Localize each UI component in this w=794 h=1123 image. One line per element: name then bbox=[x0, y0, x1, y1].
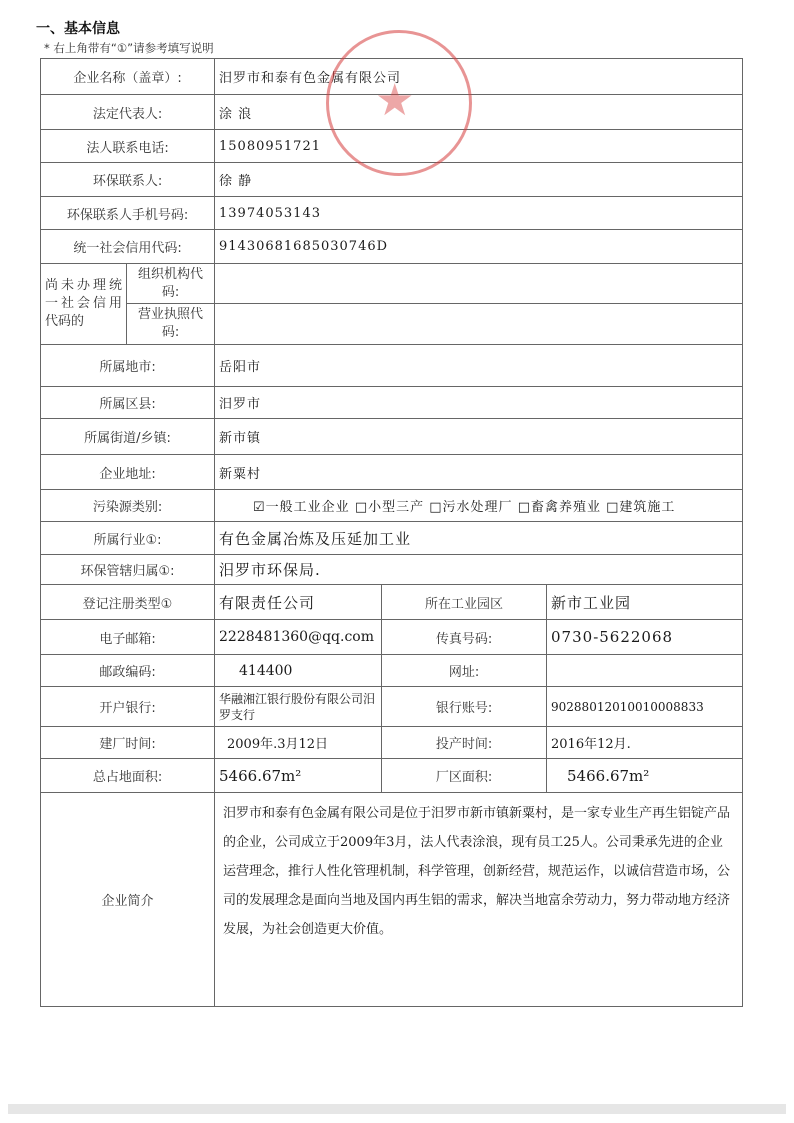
option-sewage-plant[interactable]: □污水处理厂 bbox=[429, 500, 513, 515]
credit-code-value[interactable]: 91430681685030746D bbox=[215, 230, 743, 264]
option-livestock[interactable]: □畜禽养殖业 bbox=[517, 500, 601, 515]
env-contact-value[interactable]: 徐 静 bbox=[215, 163, 743, 197]
city-value[interactable]: 岳阳市 bbox=[215, 345, 743, 387]
town-label: 所属街道/乡镇: bbox=[41, 419, 215, 455]
account-value[interactable]: 90288012010010008833 bbox=[547, 687, 743, 727]
intro-value[interactable]: 汨罗市和泰有色金属有限公司是位于汨罗市新市镇新粟村，是一家专业生产再生铝锭产品的企业，公司成立于2009年3月，法人代表涂浪，现有员工25人。公司秉承先进的企业运营理念，推行人性化管理机制，科学管理，创新经营，规范运作，以诚信营造市场，公司的发展理念是面向当地及国内再生铝的需求，解决当地富余劳动力，努力带动地方经济发展，为社会创造更大价值。 bbox=[215, 793, 743, 1007]
option-small-tertiary[interactable]: □小型三产 bbox=[354, 500, 425, 515]
website-label: 网址: bbox=[382, 655, 547, 687]
page-bottom-bar bbox=[8, 1104, 786, 1114]
license-code-value[interactable] bbox=[215, 304, 743, 345]
city-label: 所属地市: bbox=[41, 345, 215, 387]
reg-type-label: 登记注册类型① bbox=[41, 585, 215, 620]
park-value[interactable]: 新市工业园 bbox=[547, 585, 743, 620]
industry-label: 所属行业①: bbox=[41, 522, 215, 555]
env-contact-label: 环保联系人: bbox=[41, 163, 215, 197]
legal-phone-value[interactable]: 15080951721 bbox=[215, 130, 743, 163]
env-contact-phone-value[interactable]: 13974053143 bbox=[215, 197, 743, 230]
address-label: 企业地址: bbox=[41, 455, 215, 490]
env-authority-value[interactable]: 汨罗市环保局. bbox=[215, 555, 743, 585]
county-label: 所属区县: bbox=[41, 387, 215, 419]
legal-rep-label: 法定代表人: bbox=[41, 95, 215, 130]
fax-label: 传真号码: bbox=[382, 620, 547, 655]
company-name-label: 企业名称（盖章）: bbox=[41, 59, 215, 95]
op-time-value[interactable]: 2016年12月. bbox=[547, 727, 743, 759]
bank-value[interactable]: 华融湘江银行股份有限公司汨罗支行 bbox=[215, 687, 382, 727]
legal-rep-value[interactable]: 涂 浪 bbox=[215, 95, 743, 130]
total-area-value[interactable]: 5466.67m² bbox=[215, 759, 382, 793]
credit-code-label: 统一社会信用代码: bbox=[41, 230, 215, 264]
pollution-type-options bbox=[215, 490, 743, 522]
instruction-note: * 右上角带有“①”请参考填写说明 bbox=[44, 41, 214, 55]
op-time-label: 投产时间: bbox=[382, 727, 547, 759]
town-value[interactable]: 新市镇 bbox=[215, 419, 743, 455]
option-construction[interactable]: □建筑施工 bbox=[606, 500, 676, 515]
pollution-type-label: 污染源类别: bbox=[41, 490, 215, 522]
build-time-label: 建厂时间: bbox=[41, 727, 215, 759]
reg-type-value[interactable]: 有限责任公司 bbox=[215, 585, 382, 620]
basic-info-table bbox=[40, 58, 743, 1007]
bank-label: 开户银行: bbox=[41, 687, 215, 727]
account-label: 银行账号: bbox=[382, 687, 547, 727]
county-value[interactable]: 汨罗市 bbox=[215, 387, 743, 419]
postcode-value[interactable]: 414400 bbox=[215, 655, 382, 687]
website-value[interactable] bbox=[547, 655, 743, 687]
build-time-value[interactable]: 2009年.3月12日 bbox=[215, 727, 382, 759]
org-code-label: 组织机构代码: bbox=[127, 264, 215, 304]
env-authority-label: 环保管辖归属①: bbox=[41, 555, 215, 585]
option-general-industry[interactable]: ☑一般工业企业 bbox=[253, 500, 350, 515]
plant-area-label: 厂区面积: bbox=[382, 759, 547, 793]
legal-phone-label: 法人联系电话: bbox=[41, 130, 215, 163]
no-credit-code-group-label: 尚未办理统一社会信用代码的 bbox=[41, 264, 127, 345]
email-label: 电子邮箱: bbox=[41, 620, 215, 655]
section-title: 一、基本信息 bbox=[36, 21, 120, 37]
seal-star-icon: ★ bbox=[375, 75, 415, 126]
license-code-label: 营业执照代码: bbox=[127, 304, 215, 345]
email-value[interactable]: 2228481360@qq.com bbox=[215, 620, 382, 655]
env-contact-phone-label: 环保联系人手机号码: bbox=[41, 197, 215, 230]
org-code-value[interactable] bbox=[215, 264, 743, 304]
postcode-label: 邮政编码: bbox=[41, 655, 215, 687]
industry-value[interactable]: 有色金属冶炼及压延加工业 bbox=[215, 522, 743, 555]
park-label: 所在工业园区 bbox=[382, 585, 547, 620]
intro-label: 企业简介 bbox=[41, 793, 215, 1007]
company-name-value[interactable]: 汨罗市和泰有色金属有限公司 bbox=[215, 59, 743, 95]
fax-value[interactable]: 0730-5622068 bbox=[547, 620, 743, 655]
total-area-label: 总占地面积: bbox=[41, 759, 215, 793]
plant-area-value[interactable]: 5466.67m² bbox=[547, 759, 743, 793]
address-value[interactable]: 新粟村 bbox=[215, 455, 743, 490]
